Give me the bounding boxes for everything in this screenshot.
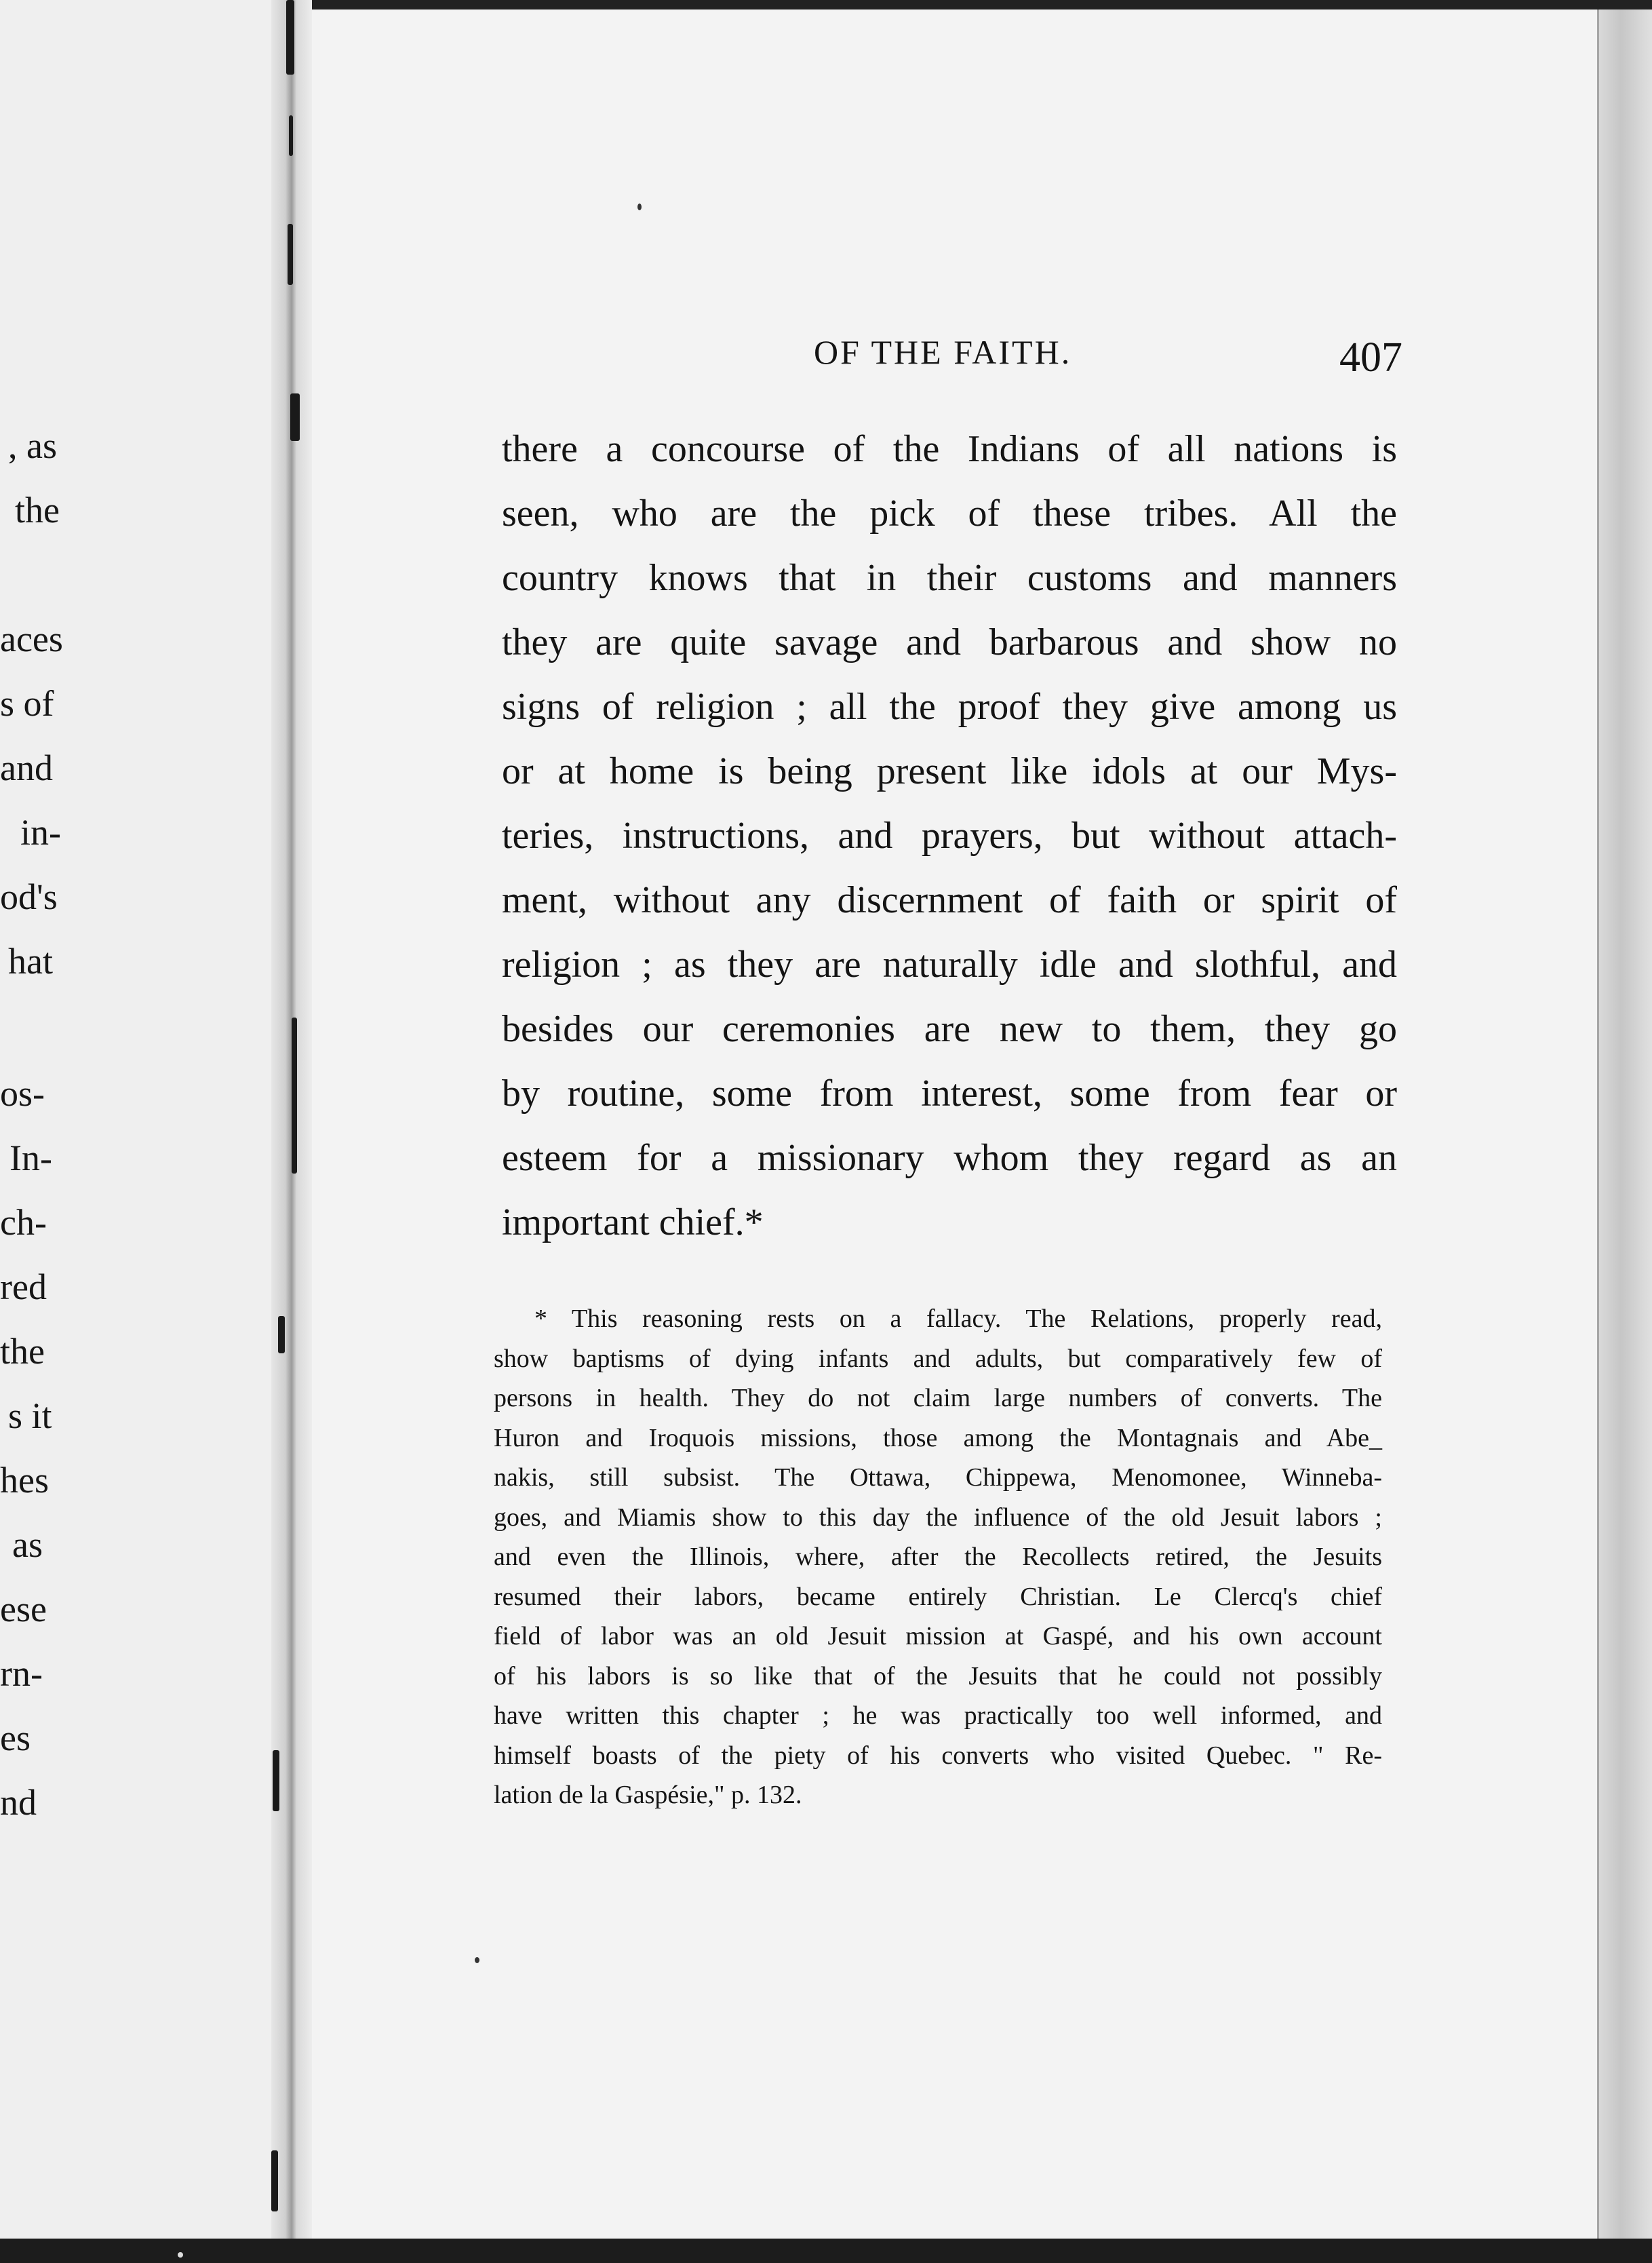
left-page-fragment: hes (0, 1460, 49, 1501)
body-line: important chief.* (502, 1201, 764, 1243)
footnote-line: have written this chapter ; he was practically too well informed, and (494, 1701, 1382, 1730)
left-page-fragment: hat (8, 941, 53, 982)
left-page-fragment: s it (8, 1395, 52, 1436)
left-page-fragment: aces (0, 619, 63, 659)
left-page-fragment: and (0, 748, 53, 788)
footnote-line: lation de la Gaspésie," p. 132. (494, 1781, 802, 1809)
body-line: signs of religion ; all the proof they give among us (502, 686, 1397, 728)
footnote-line: field of labor was an old Jesuit mission at Gaspé, and his own account (494, 1622, 1382, 1650)
body-line: ment, without any discernment of faith or spirit of (502, 879, 1397, 921)
body-line: seen, who are the pick of these tribes. All the (502, 492, 1397, 535)
left-page-text-fragments (0, 0, 288, 2263)
footnote-line: of his labors is so like that of the Jesuits that he could not possibly (494, 1661, 1382, 1690)
left-page-fragment: ch- (0, 1202, 47, 1243)
left-page-fragment: od's (0, 876, 58, 917)
footnote-line: persons in health. They do not claim large numbers of converts. The (494, 1384, 1382, 1412)
running-head: OF THE FAITH. (814, 333, 1072, 371)
scan-bottom-border (0, 2239, 1652, 2263)
left-page-fragment: red (0, 1266, 47, 1307)
scan-top-border (312, 0, 1652, 9)
footnote-line: Huron and Iroquois missions, those among the Montagnais and Abe_ (494, 1423, 1382, 1452)
body-line: country knows that in their customs and manners (502, 557, 1397, 599)
body-line: teries, instructions, and prayers, but without attach- (502, 815, 1397, 857)
left-page-fragment: In- (9, 1138, 52, 1178)
body-line: esteem for a missionary whom they regard as an (502, 1137, 1397, 1179)
footnote-line: * This reasoning rests on a fallacy. The Relations, properly read, (534, 1304, 1382, 1333)
page-edge-stack (1597, 0, 1652, 2263)
footnote-line: show baptisms of dying infants and adults, but comparatively few of (494, 1344, 1382, 1373)
book-gutter (271, 0, 312, 2263)
body-line: they are quite savage and barbarous and show no (502, 621, 1397, 663)
left-page-fragment: , as (8, 425, 57, 466)
body-line: there a concourse of the Indians of all nations is (502, 428, 1397, 470)
footnote-line: nakis, still subsist. The Ottawa, Chippewa, Menomonee, Winneba- (494, 1463, 1382, 1492)
body-line: besides our ceremonies are new to them, they go (502, 1008, 1397, 1050)
left-page-fragment: in- (20, 812, 61, 853)
footnote (494, 1299, 1382, 1815)
left-page-fragment: es (0, 1718, 31, 1758)
left-page-fragment: os- (0, 1073, 45, 1114)
body-text (502, 417, 1397, 1255)
left-page-fragment: nd (0, 1782, 37, 1823)
body-line: religion ; as they are naturally idle and slothful, and (502, 944, 1397, 986)
body-line: or at home is being present like idols at our Mys- (502, 750, 1397, 792)
page-number: 407 (1339, 334, 1402, 381)
left-page-fragment: ese (0, 1589, 47, 1629)
left-page-fragment: as (12, 1524, 43, 1565)
left-page-fragment: the (15, 490, 60, 530)
footnote-line: and even the Illinois, where, after the Recollects retired, the Jesuits (494, 1543, 1382, 1571)
footnote-line: goes, and Miamis show to this day the influence of the old Jesuit labors ; (494, 1503, 1382, 1532)
left-facing-page (0, 0, 288, 2263)
footnote-line: resumed their labors, became entirely Christian. Le Clercq's chief (494, 1582, 1382, 1611)
footnote-line: himself boasts of the piety of his converts who visited Quebec. " Re- (494, 1741, 1382, 1770)
left-page-fragment: the (0, 1331, 45, 1372)
left-page-fragment: s of (0, 683, 54, 724)
body-line: by routine, some from interest, some from fear or (502, 1072, 1397, 1115)
left-page-fragment: rn- (0, 1653, 43, 1694)
